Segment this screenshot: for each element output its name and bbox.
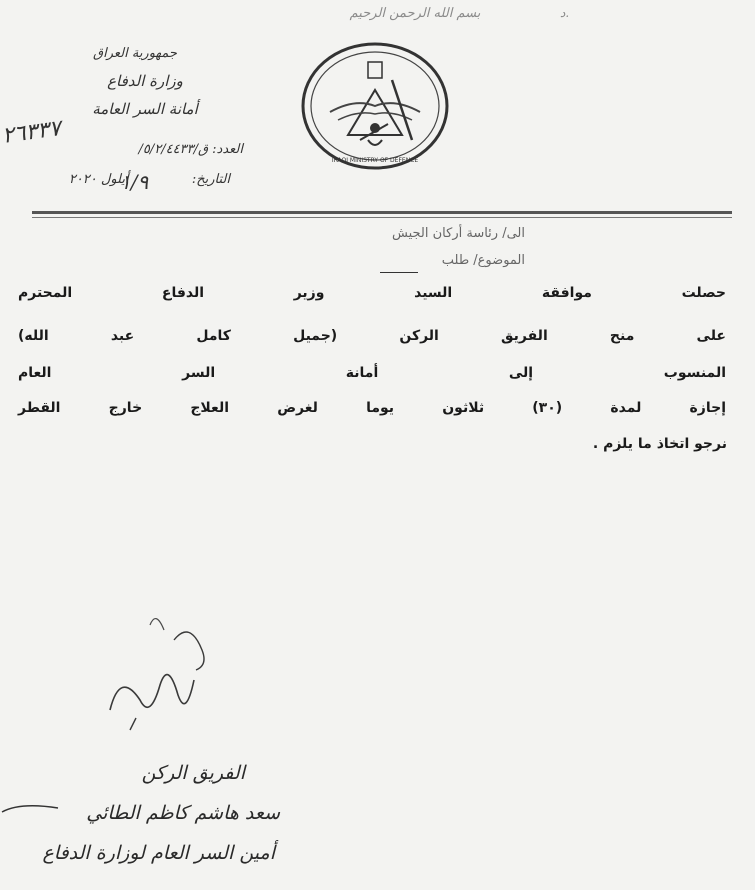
header-divider-thin xyxy=(32,217,732,218)
corner-mark: د. xyxy=(560,6,570,20)
header-department: أمانة السر العامة xyxy=(92,100,198,118)
date-printed: أيلول ٢٠٢٠ xyxy=(68,172,129,187)
header-divider-thick xyxy=(32,211,732,214)
signatory-rank: الفريق الركن xyxy=(141,762,245,784)
reference-number-handwritten: ٢٦٣٣٧ xyxy=(0,116,63,149)
body-line-3: المنسوب إلى أمانة السر العام xyxy=(18,365,726,381)
subject-underline xyxy=(380,272,418,273)
recipient-line: الى/ رئاسة أركان الجيش xyxy=(392,226,525,241)
header-ministry: وزارة الدفاع xyxy=(107,72,183,90)
body-line-2: على منح الفريق الركن (جميل كامل عبد الله) xyxy=(18,328,726,344)
basmala: بسم الله الرحمن الرحيم xyxy=(349,6,481,21)
subject-line: الموضوع/ طلب xyxy=(441,253,525,268)
emblem-caption: IRAQI MINISTRY OF DEFENCE xyxy=(331,157,419,164)
ministry-emblem-logo xyxy=(300,40,450,175)
body-line-1: حصلت موافقة السيد وزير الدفاع المحترم xyxy=(18,285,726,301)
reference-number-label: العدد: ق/٥/٢/٤٤٣٣/ xyxy=(138,142,243,157)
date-handwritten: ١/٩ xyxy=(120,170,149,194)
handwritten-signature xyxy=(90,600,260,750)
signatory-title: أمين السر العام لوزارة الدفاع xyxy=(42,842,275,864)
body-line-4: إجازة لمدة (٣٠) ثلاثون يوما لغرض العلاج خارج القطر xyxy=(18,400,726,416)
body-line-5: نرجو اتخاذ ما يلزم . xyxy=(592,436,727,452)
date-label: التاريخ: xyxy=(191,172,230,187)
header-country: جمهورية العراق xyxy=(93,46,177,61)
signatory-name: سعد هاشم كاظم الطائي xyxy=(86,802,280,824)
